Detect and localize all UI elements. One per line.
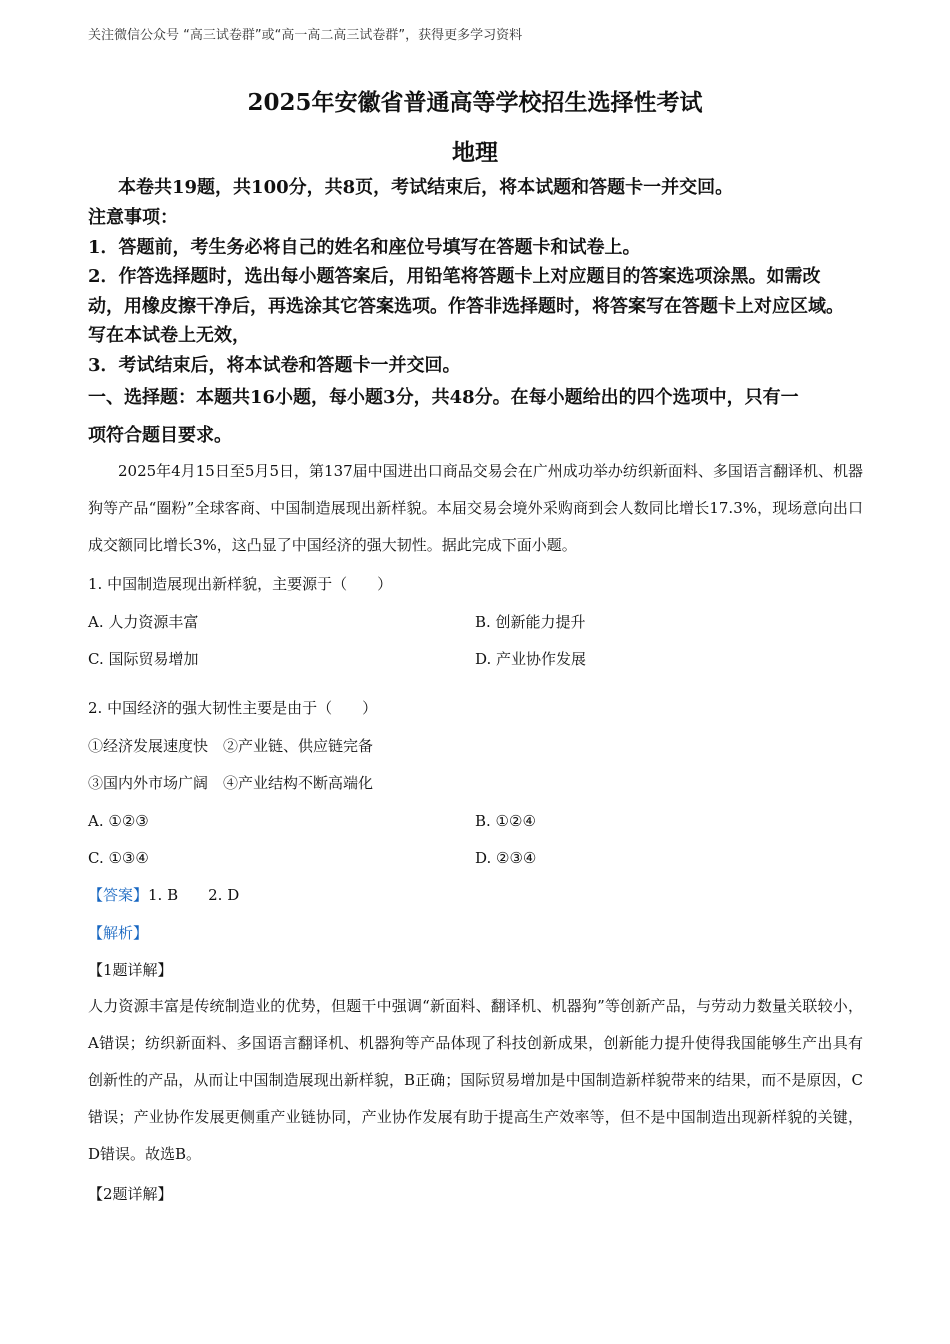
answer-label: 【答案】 bbox=[88, 886, 149, 904]
notice-item-2-line1: 2．作答选择题时，选出每小题答案后，用铅笔将答题卡上对应题目的答案选项涂黑。如需改 bbox=[88, 266, 821, 287]
notice-heading: 注意事项： bbox=[88, 207, 178, 228]
question-1-stem: 1. 中国制造展现出新样貌，主要源于（ ） bbox=[88, 575, 393, 593]
notice-item-1: 1．答题前，考生务必将自己的姓名和座位号填写在答题卡和试卷上。 bbox=[88, 237, 641, 258]
question-2-statements-3-4: ③国内外市场广阔 ④产业结构不断高端化 bbox=[88, 774, 374, 792]
notice-item-2-line3: 写在本试卷上无效， bbox=[88, 325, 250, 346]
question-2-option-a: A. ①②③ bbox=[88, 812, 149, 830]
section-heading-line1: 一、选择题：本题共16小题，每小题3分，共48分。在每小题给出的四个选项中，只有一 bbox=[88, 387, 799, 408]
detail-2-label: 【2题详解】 bbox=[88, 1185, 173, 1203]
section-heading-line2: 项符合题目要求。 bbox=[88, 425, 232, 446]
question-1-option-b: B. 创新能力提升 bbox=[475, 613, 586, 631]
exam-intro: 本卷共19题，共100分，共8页，考试结束后，将本试题和答题卡一并交回。 bbox=[118, 177, 734, 198]
question-1-option-c: C. 国际贸易增加 bbox=[88, 650, 199, 668]
notice-item-2-line2: 动，用橡皮擦干净后，再选涂其它答案选项。作答非选择题时，将答案写在答题卡上对应区域。 bbox=[88, 296, 844, 317]
question-2-option-d: D. ②③④ bbox=[475, 849, 537, 867]
answer-text: 1. B 2. D bbox=[148, 886, 240, 904]
page-header-note: 关注微信公众号 “高三试卷群”或“高一高二高三试卷群”，获得更多学习资料 bbox=[88, 28, 523, 43]
question-2-statements-1-2: ①经济发展速度快 ②产业链、供应链完备 bbox=[88, 737, 374, 755]
exam-title: 2025年安徽省普通高等学校招生选择性考试 bbox=[247, 89, 703, 116]
question-1-option-d: D. 产业协作发展 bbox=[475, 650, 587, 668]
detail-1-label: 【1题详解】 bbox=[88, 961, 173, 979]
material-paragraph: 2025年4月15日至5月5日，第137届中国进出口商品交易会在广州成功举办纺织新面料、多国语言翻译机、机器狗等产品“圈粉”全球客商、中国制造展现出新样貌。本届交易会境外采购商到会人数同比增长17.3%，现场意向出口成交额同比增长3%，这凸显了中国经济的强大韧性。据此完成下面小题。 bbox=[88, 462, 863, 554]
question-2-option-b: B. ①②④ bbox=[475, 812, 536, 830]
question-2-option-c: C. ①③④ bbox=[88, 849, 149, 867]
question-2-stem: 2. 中国经济的强大韧性主要是由于（ ） bbox=[88, 699, 378, 717]
detail-1-explanation: 人力资源丰富是传统制造业的优势，但题干中强调“新面料、翻译机、机器狗”等创新产品，与劳动力数量关联较小，A错误；纺织新面料、多国语言翻译机、机器狗等产品体现了科技创新成果，创新能力提升使得我国能够生产出具有创新性的产品，从而让中国制造展现出新样貌，B正确；国际贸易增加是中国制造新样貌带来的结果，而不是原因，C错误；产业协作发展更侧重产业链协同，产业协作发展有助于提高生产效率等，但不是中国制造出现新样貌的关键，D错误。故选B。 bbox=[88, 997, 863, 1163]
answer-line bbox=[88, 885, 862, 905]
notice-item-3: 3．考试结束后，将本试卷和答题卡一并交回。 bbox=[88, 355, 461, 376]
question-1-option-a: A. 人力资源丰富 bbox=[88, 613, 199, 631]
exam-subject: 地理 bbox=[452, 139, 498, 166]
analysis-label: 【解析】 bbox=[88, 924, 149, 942]
